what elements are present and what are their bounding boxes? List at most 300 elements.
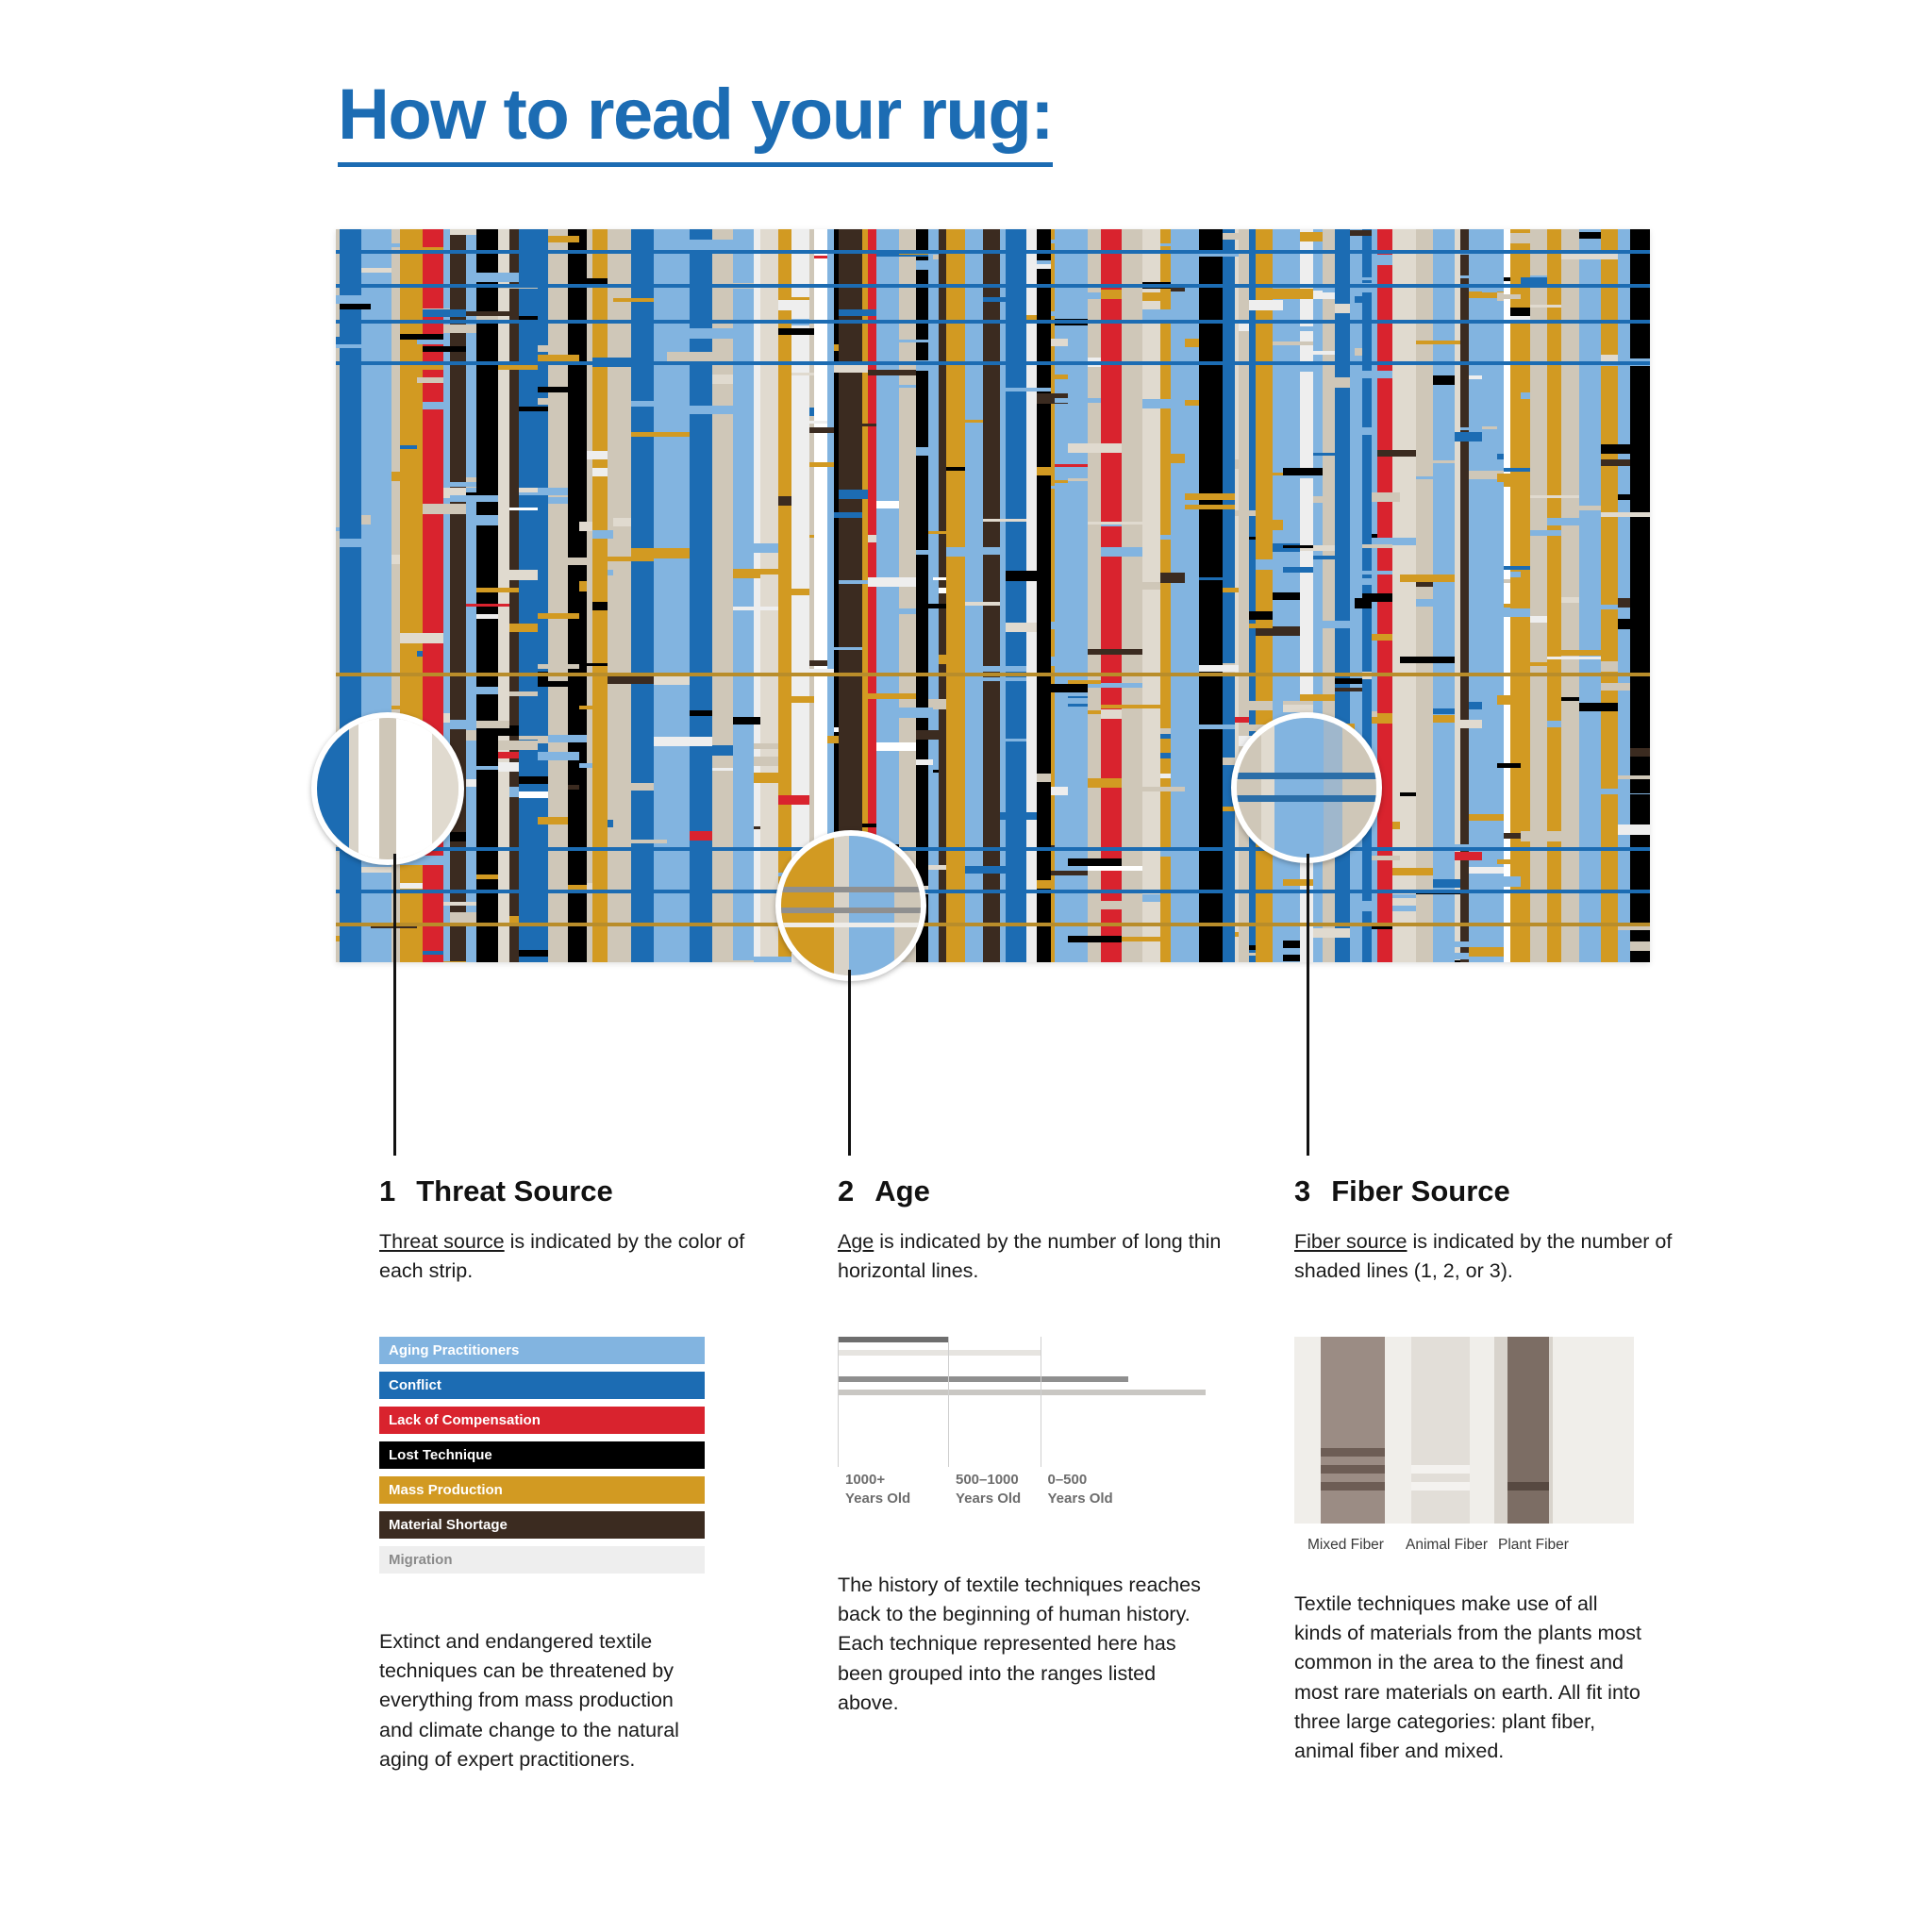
rug-weft-patch: [1530, 616, 1547, 623]
fiber-label-plant: Plant Fiber: [1498, 1537, 1569, 1553]
rug-weft-patch: [876, 742, 916, 751]
loupe-age: [775, 830, 926, 981]
rug-weft-patch: [754, 543, 778, 553]
rug-vertical-stripe: [1037, 229, 1051, 962]
rug-weft-patch: [1433, 715, 1455, 723]
rug-weft-patch: [1068, 443, 1122, 453]
rug-weft-patch: [1273, 289, 1313, 299]
rug-weft-patch: [1416, 341, 1460, 344]
rug-weft-patch: [876, 608, 916, 614]
rug-weft-patch: [809, 408, 814, 416]
rug-weft-patch: [423, 504, 466, 514]
fiber-shade-mixed-2: [1321, 1465, 1385, 1474]
rug-weft-patch: [1223, 233, 1249, 240]
rug-vertical-stripe: [1530, 229, 1547, 962]
rug-vertical-stripe: [760, 229, 778, 962]
rug-weft-patch: [1006, 623, 1037, 632]
rug-weft-patch: [916, 759, 933, 765]
loupe-fiber-source: [1231, 712, 1382, 863]
rug-canvas: [336, 229, 1650, 962]
rug-vertical-stripe: [1006, 229, 1026, 962]
rug-weft-patch: [1497, 294, 1521, 299]
rug-weft-patch: [443, 325, 476, 333]
rug-weft-patch: [690, 831, 712, 841]
legend-label-migration: Migration: [389, 1552, 453, 1568]
rug-weft-patch: [631, 548, 690, 558]
rug-weft-patch: [654, 737, 712, 746]
rug-age-line: [336, 923, 1650, 926]
rug-age-line: [336, 284, 1650, 288]
rug-weft-patch: [1335, 304, 1350, 313]
rug-weft-patch: [423, 309, 466, 317]
rug-weft-patch: [1088, 778, 1122, 788]
age-number: 2: [838, 1174, 855, 1208]
rug-weft-patch: [690, 710, 712, 716]
rug-weft-patch: [1256, 559, 1273, 570]
threat-source-lede: [379, 1227, 775, 1285]
rug-weft-patch: [608, 676, 654, 684]
rug-weft-patch: [1160, 535, 1171, 540]
age-bar-3: [838, 1376, 1128, 1382]
rug-weft-patch: [538, 387, 579, 392]
rug-weft-patch: [1460, 275, 1482, 278]
rug-weft-patch: [1400, 657, 1455, 663]
rug-weft-patch: [519, 791, 548, 798]
rug-weft-patch: [1273, 341, 1313, 345]
rug-weft-patch: [1601, 444, 1650, 454]
rug-weft-patch: [592, 530, 613, 539]
rug-weft-patch: [631, 442, 654, 451]
rug-weft-patch: [1142, 399, 1185, 408]
leader-line-fiber-source: [1307, 854, 1309, 1156]
rug-weft-patch: [466, 730, 476, 741]
leader-line-threat-source: [393, 854, 396, 1156]
rug-weft-patch: [1051, 657, 1088, 666]
rug-weft-patch: [1530, 495, 1579, 498]
rug-weft-patch: [1335, 688, 1362, 691]
rug-weft-patch: [391, 706, 400, 709]
rug-weft-patch: [579, 522, 592, 531]
threat-source-lede-link: Threat source: [379, 1230, 505, 1253]
rug-weft-patch: [476, 687, 498, 694]
rug-weft-patch: [1618, 494, 1630, 500]
rug-weft-patch: [631, 840, 667, 843]
rug-weft-patch: [1433, 708, 1455, 714]
rug-weft-patch: [1530, 662, 1547, 666]
rug-weft-patch: [809, 421, 827, 424]
rug-weft-patch: [983, 297, 1026, 302]
age-tick-500-1000: [956, 1471, 1021, 1507]
rug-weft-patch: [733, 960, 754, 962]
rug-weft-patch: [1350, 578, 1372, 585]
rug-weft-patch: [1355, 296, 1372, 303]
age-tick-0-500: [1048, 1471, 1113, 1507]
rug-weft-patch: [983, 666, 1026, 672]
rug-weft-patch: [1362, 593, 1392, 602]
rug-weft-patch: [1460, 427, 1482, 430]
rug-weft-patch: [1055, 398, 1101, 403]
rug-weft-patch: [916, 447, 933, 456]
rug-weft-patch: [509, 508, 538, 510]
rug-weft-patch: [733, 571, 760, 578]
rug-weft-patch: [809, 462, 834, 467]
rug-weft-patch: [1460, 720, 1482, 728]
rug-weft-patch: [608, 783, 654, 791]
rug-weft-patch: [1521, 831, 1561, 841]
rug-weft-patch: [613, 518, 631, 526]
rug-weft-patch: [1088, 866, 1142, 871]
rug-weft-patch: [1455, 941, 1482, 947]
rug-weft-patch: [1185, 724, 1235, 729]
rug-weft-patch: [1455, 852, 1482, 860]
threat-source-body: Extinct and endangered textile techniques can be threatened by everything from mass production and climate change to the natural aging of expert practitioners.: [379, 1630, 679, 1771]
rug-weft-patch: [587, 799, 592, 806]
loupe-age-content: [781, 836, 921, 975]
rug-weft-patch: [361, 515, 371, 525]
rug-weft-patch: [1283, 955, 1300, 961]
rug-weft-patch: [498, 741, 538, 750]
rug-weft-patch: [1530, 305, 1561, 308]
rug-weft-patch: [1313, 928, 1350, 938]
rug-weft-patch: [778, 328, 814, 335]
rug-weft-patch: [1372, 534, 1377, 538]
rug-weft-patch: [667, 352, 733, 361]
rug-weft-patch: [834, 512, 862, 518]
rug-weft-patch: [1469, 814, 1504, 821]
rug-weft-patch: [1469, 867, 1504, 874]
rug-weft-patch: [1051, 787, 1068, 795]
rug-weft-patch: [592, 468, 608, 476]
rug-weft-patch: [868, 693, 916, 699]
rug-weft-patch: [361, 268, 391, 273]
rug-weft-patch: [1223, 588, 1239, 592]
threat-source-number: 1: [379, 1174, 396, 1208]
rug-weft-patch: [933, 577, 946, 580]
rug-weft-patch: [1455, 432, 1482, 441]
rug-weft-patch: [1521, 392, 1530, 399]
loupe-fiber-source-content: [1237, 718, 1376, 858]
age-bar-4: [838, 1390, 1206, 1395]
rug-weft-patch: [965, 866, 1006, 874]
rug-weft-patch: [1235, 510, 1256, 516]
rug-weft-patch: [1372, 711, 1377, 717]
rug-weft-patch: [928, 531, 946, 534]
rug-weft-patch: [965, 602, 1000, 606]
rug-weft-patch: [1300, 232, 1323, 242]
rug-vertical-stripe: [1416, 229, 1433, 962]
rug-weft-patch: [690, 240, 733, 250]
rug-weft-patch: [1283, 567, 1313, 573]
fiber-diagram: [1294, 1337, 1634, 1553]
rug-weft-patch: [1547, 518, 1579, 525]
rug-weft-patch: [1142, 309, 1171, 320]
rug-vertical-stripe: [1433, 229, 1455, 962]
rug-weft-patch: [1433, 375, 1455, 385]
fiber-shade-animal-2: [1411, 1482, 1470, 1491]
rug-weft-patch: [933, 255, 939, 259]
fiber-shade-mixed-1: [1321, 1448, 1385, 1457]
rug-weft-patch: [592, 602, 608, 610]
rug-weft-patch: [1482, 717, 1504, 721]
rug-weft-patch: [1283, 475, 1313, 478]
rug-weft-patch: [1051, 311, 1055, 316]
age-tick-1000-plus-line2: Years Old: [845, 1490, 911, 1507]
rug-weft-patch: [1249, 300, 1283, 310]
rug-weft-patch: [519, 776, 548, 784]
rug-weft-patch: [476, 721, 509, 728]
rug-weft-patch: [1160, 774, 1171, 778]
rug-vertical-stripe: [1392, 229, 1400, 962]
rug-weft-patch: [1171, 454, 1185, 463]
rug-vertical-stripe: [519, 229, 538, 962]
rug-weft-patch: [1618, 598, 1630, 608]
rug-weft-patch: [443, 482, 476, 487]
rug-weft-patch: [1630, 748, 1650, 757]
rug-weft-patch: [391, 555, 400, 564]
rug-weft-patch: [876, 385, 916, 388]
rug-weft-patch: [340, 539, 391, 547]
rug-weft-patch: [1618, 926, 1650, 930]
rug-weft-patch: [1335, 678, 1362, 684]
rug-weft-patch: [1051, 339, 1068, 346]
rug-weft-patch: [548, 558, 587, 565]
rug-vertical-stripe: [1088, 229, 1101, 962]
rug-weft-patch: [1362, 544, 1392, 548]
rug-weft-patch: [336, 527, 340, 531]
rug-weft-patch: [608, 570, 613, 575]
rug-vertical-stripe: [754, 229, 760, 962]
rug-weft-patch: [1249, 611, 1273, 620]
rug-weft-patch: [1372, 492, 1400, 502]
rug-weft-patch: [876, 501, 899, 508]
rug-weft-patch: [1433, 879, 1460, 888]
rug-weft-patch: [1239, 701, 1273, 710]
rug-weft-patch: [1630, 783, 1650, 793]
rug-weft-patch: [1249, 953, 1256, 956]
rug-weft-patch: [548, 236, 579, 242]
threat-source-heading: Threat Source: [416, 1174, 613, 1208]
age-tick-1000-plus: [845, 1471, 910, 1507]
fiber-label-mixed: Mixed Fiber: [1307, 1537, 1384, 1553]
rug-weft-patch: [778, 496, 791, 506]
rug-weft-patch: [654, 417, 667, 427]
rug-weft-patch: [538, 752, 579, 760]
rug-vertical-stripe: [1601, 229, 1618, 962]
rug-weft-patch: [834, 344, 839, 351]
rug-weft-patch: [754, 757, 778, 766]
rug-weft-patch: [1055, 464, 1088, 467]
fiber-shade-mixed-3: [1321, 1482, 1385, 1491]
rug-weft-patch: [450, 229, 476, 235]
rug-weft-patch: [1510, 308, 1530, 316]
rug-weft-patch: [1504, 566, 1530, 570]
age-divider-1: [948, 1337, 949, 1467]
rug-weft-patch: [1068, 478, 1088, 481]
rug-weft-patch: [450, 912, 476, 923]
legend-item-conflict: [379, 1372, 705, 1399]
rug-weft-patch: [400, 883, 423, 889]
rug-weft-patch: [417, 377, 443, 383]
rug-weft-patch: [1618, 775, 1650, 779]
rug-weft-patch: [1122, 937, 1160, 941]
rug-weft-patch: [827, 591, 834, 600]
rug-weft-patch: [400, 334, 443, 340]
rug-weft-patch: [712, 745, 733, 756]
rug-weft-patch: [336, 295, 371, 304]
rug-weft-patch: [538, 817, 568, 824]
rug-weft-patch: [450, 495, 498, 502]
rug-weft-patch: [928, 870, 933, 874]
rug-weft-patch: [1469, 702, 1482, 709]
rug-weft-patch: [476, 588, 519, 592]
rug-weft-patch: [1142, 582, 1160, 590]
rug-vertical-stripe: [1547, 229, 1561, 962]
fiber-label-animal: Animal Fiber: [1406, 1537, 1488, 1553]
rug-weft-patch: [1088, 649, 1142, 655]
threat-source-lede-rest: is indicated by the color of each strip.: [379, 1230, 745, 1282]
rug-weft-patch: [1601, 661, 1618, 672]
rug-weft-patch: [1630, 722, 1650, 731]
rug-vertical-stripe: [631, 229, 654, 962]
rug-weft-patch: [391, 472, 423, 481]
rug-weft-patch: [538, 613, 579, 619]
rug-weft-patch: [1051, 871, 1088, 875]
rug-weft-patch: [1051, 622, 1068, 629]
rug-vertical-stripe: [1223, 229, 1235, 962]
rug-weft-patch: [733, 607, 778, 610]
rug-weft-patch: [1355, 277, 1377, 280]
rug-weft-patch: [391, 243, 400, 247]
rug-weft-patch: [809, 660, 827, 666]
rug-weft-patch: [983, 677, 1026, 681]
rug-weft-patch: [1088, 522, 1142, 525]
rug-vertical-stripe: [712, 229, 733, 962]
rug-weft-patch: [1101, 709, 1122, 719]
rug-weft-patch: [1601, 683, 1630, 691]
rug-weft-patch: [568, 785, 579, 790]
legend-item-material-shortage: [379, 1511, 705, 1539]
rug-weft-patch: [1497, 454, 1504, 459]
rug-weft-patch: [1037, 774, 1051, 782]
rug-weft-patch: [631, 401, 690, 407]
rug-weft-patch: [631, 432, 690, 437]
rug-weft-patch: [587, 663, 608, 666]
rug-vertical-stripe: [983, 229, 1000, 962]
rug-weft-patch: [862, 824, 876, 827]
age-tick-0-500-line1: 0–500: [1047, 1472, 1088, 1488]
section-age: [838, 1174, 1234, 1714]
rug-weft-patch: [1392, 894, 1416, 898]
rug-weft-patch: [1283, 468, 1323, 475]
age-tick-500-1000-line1: 500–1000: [956, 1472, 1019, 1488]
rug-weft-patch: [1051, 240, 1088, 243]
rug-weft-patch: [809, 427, 834, 433]
rug-weft-patch: [443, 961, 466, 962]
fiber-source-lede-link: Fiber source: [1294, 1230, 1407, 1253]
rug-weft-patch: [1223, 758, 1235, 765]
rug-weft-patch: [946, 467, 965, 471]
fiber-source-lede: [1294, 1227, 1690, 1285]
rug-weft-patch: [1101, 290, 1122, 299]
rug-weft-patch: [733, 717, 760, 724]
rug-weft-patch: [834, 647, 862, 650]
rug-weft-patch: [587, 692, 592, 695]
rug-weft-patch: [1142, 292, 1171, 301]
rug-weft-patch: [933, 314, 939, 317]
rug-vertical-stripe: [1400, 229, 1416, 962]
rug-weft-patch: [579, 763, 592, 768]
rug-weft-patch: [1142, 894, 1160, 902]
rug-weft-patch: [1392, 868, 1433, 875]
rug-vertical-stripe: [1142, 229, 1160, 962]
rug-weft-patch: [933, 770, 939, 773]
rug-weft-patch: [1283, 545, 1313, 548]
rug-weft-patch: [579, 706, 592, 709]
section-fiber-source: [1294, 1174, 1690, 1762]
rug-weft-patch: [1497, 859, 1510, 864]
rug-weft-patch: [1283, 701, 1313, 705]
rug-weft-patch: [868, 577, 916, 587]
rug-weft-patch: [778, 795, 809, 805]
rug-weft-patch: [1313, 621, 1350, 628]
rug-weft-patch: [712, 375, 733, 384]
rug-weft-patch: [1101, 547, 1142, 557]
rug-weft-patch: [608, 820, 613, 827]
legend-item-migration: [379, 1546, 705, 1574]
rug-weft-patch: [509, 691, 538, 696]
rug-weft-patch: [1530, 530, 1561, 536]
rug-weft-patch: [1482, 426, 1497, 429]
rug-weft-patch: [1350, 257, 1355, 263]
rug-weft-patch: [868, 370, 916, 375]
rug-weft-patch: [809, 535, 814, 538]
rug-weft-patch: [336, 936, 340, 941]
legend-label-material-shortage: Material Shortage: [389, 1517, 508, 1533]
rug-weft-patch: [827, 736, 839, 743]
fiber-source-number: 3: [1294, 1174, 1311, 1208]
rug-weft-patch: [579, 581, 587, 591]
rug-weft-patch: [1400, 575, 1455, 582]
rug-weft-patch: [1561, 697, 1579, 701]
rug-weft-patch: [1273, 520, 1283, 530]
rug-vertical-stripe: [654, 229, 667, 962]
rug-weft-patch: [538, 664, 579, 669]
rug-weft-patch: [1199, 665, 1239, 672]
rug-vertical-stripe: [1199, 229, 1223, 962]
rug-vertical-stripe: [1618, 229, 1630, 962]
age-bar-2: [838, 1350, 1041, 1356]
age-body: The history of textile techniques reaches back to the beginning of human history. Each technique represented here has been grouped into the ranges listed above.: [838, 1574, 1201, 1714]
rug-vertical-stripe: [568, 229, 579, 962]
rug-weft-patch: [1037, 264, 1051, 269]
rug-age-line: [336, 250, 1650, 254]
rug-weft-patch: [361, 867, 391, 873]
rug-weft-patch: [1235, 459, 1249, 469]
rug-weft-patch: [466, 604, 509, 607]
rug-weft-patch: [754, 743, 778, 749]
rug-weft-patch: [1372, 634, 1392, 641]
rug-age-line: [336, 361, 1650, 365]
rug-weft-patch: [778, 300, 809, 310]
rug-weft-patch: [1313, 351, 1335, 355]
age-lede-rest: is indicated by the number of long thin horizontal lines.: [838, 1230, 1222, 1282]
rug-weft-patch: [667, 725, 690, 734]
rug-weft-patch: [1630, 558, 1650, 566]
rug-weft-patch: [336, 337, 361, 344]
rug-weft-patch: [1239, 324, 1249, 331]
rug-weft-patch: [1313, 556, 1350, 559]
age-tick-500-1000-line2: Years Old: [956, 1490, 1022, 1507]
